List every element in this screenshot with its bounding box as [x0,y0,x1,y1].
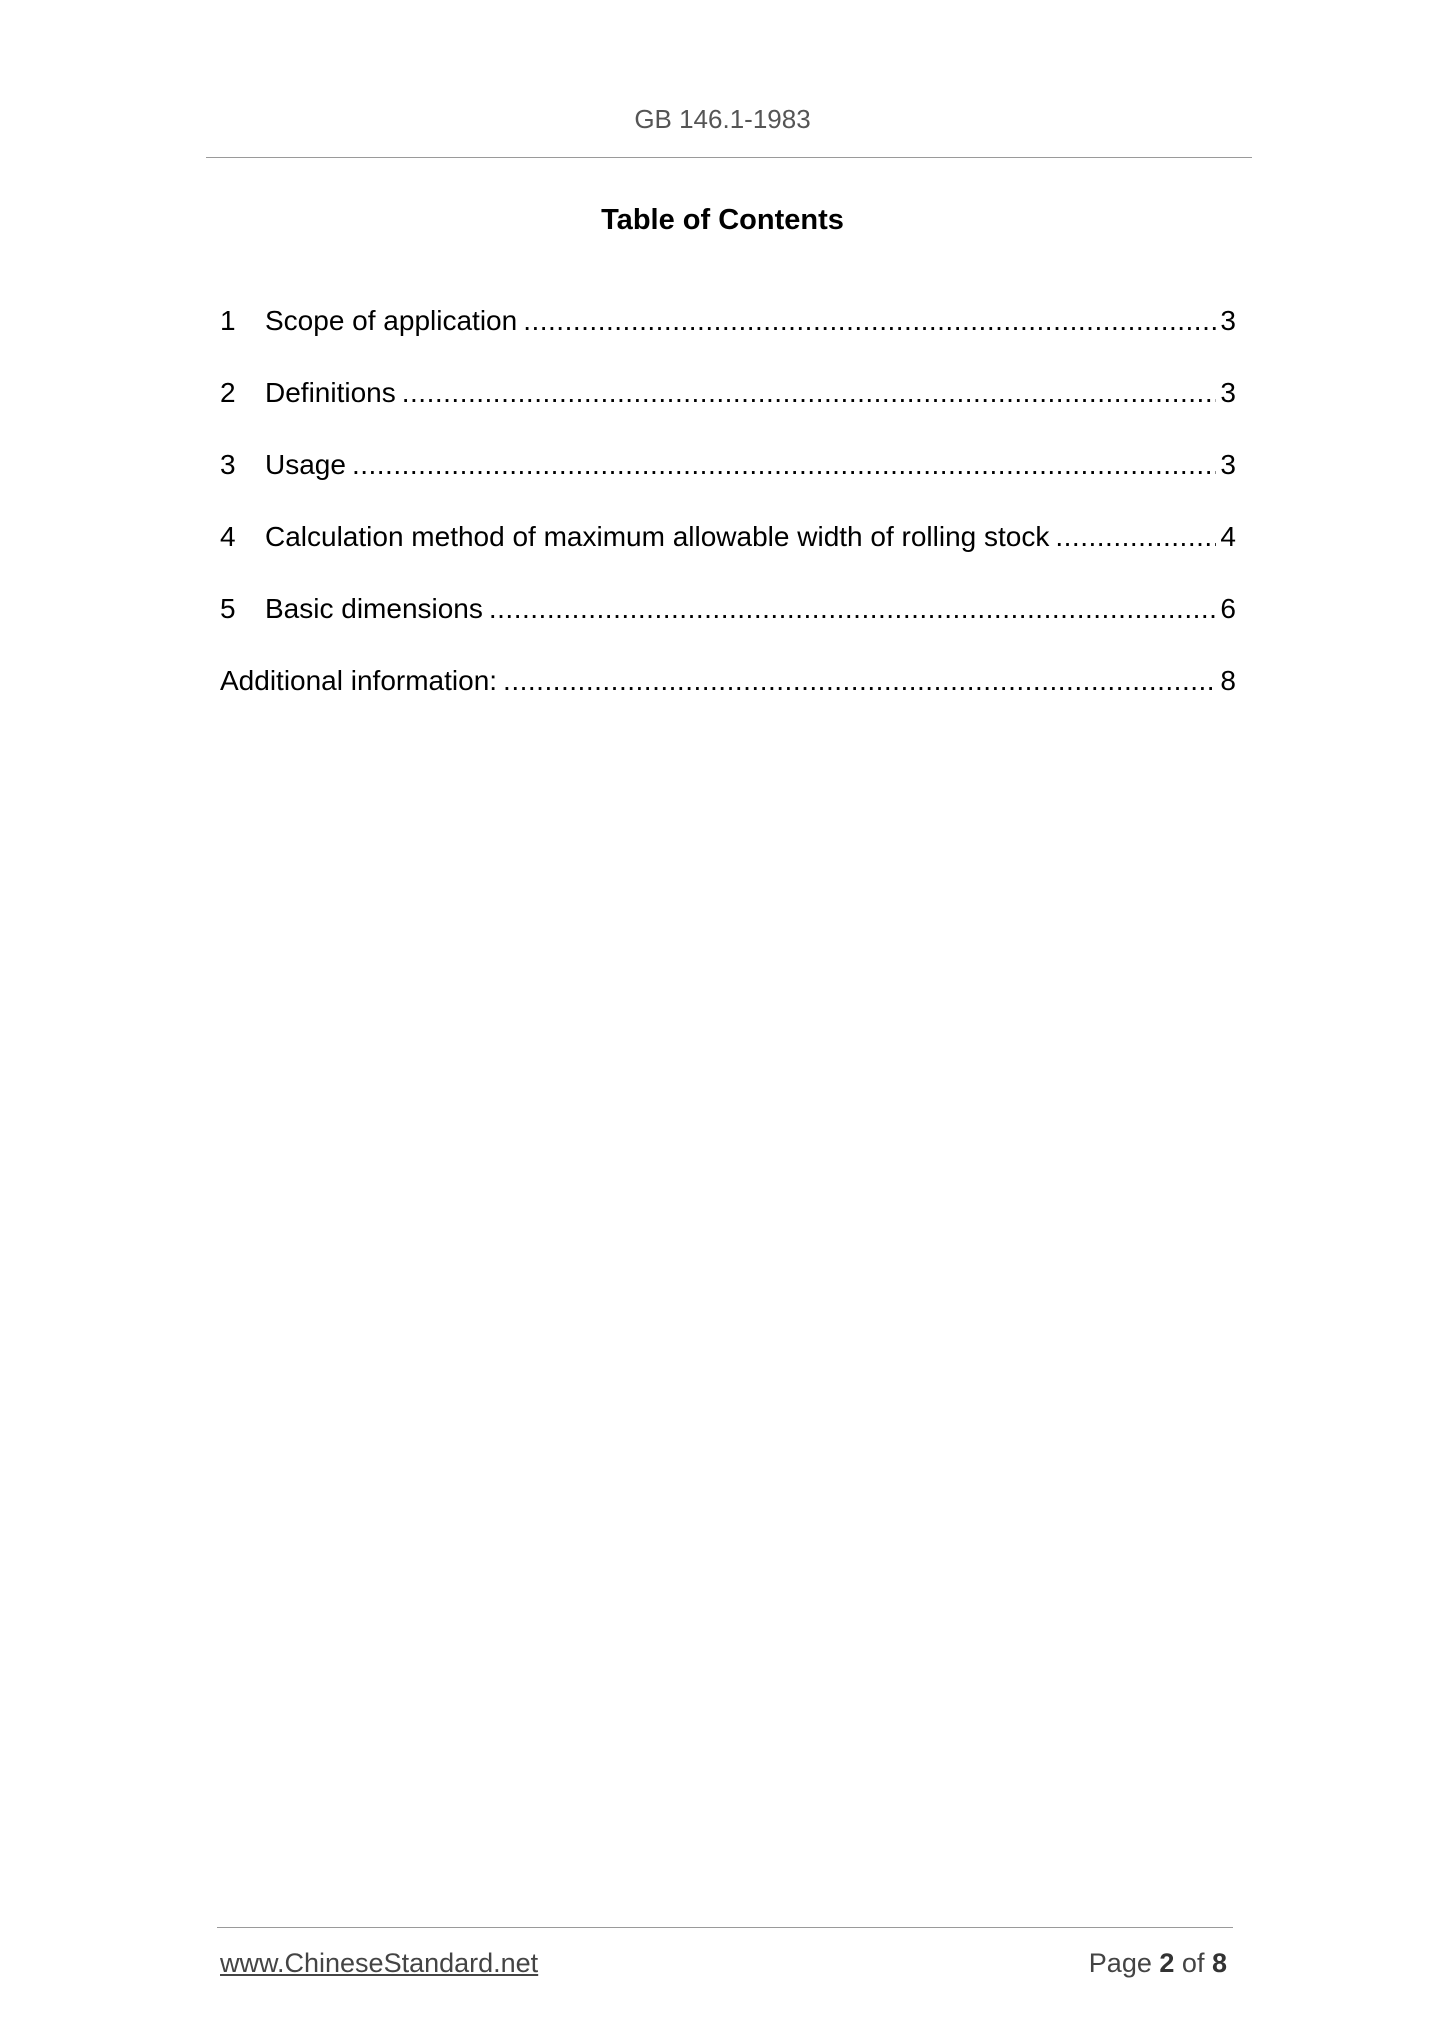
toc-dot-leader [1055,517,1216,557]
toc-entry-label: Scope of application [265,305,518,336]
toc-entry-page: 3 [1220,377,1236,408]
footer-divider [217,1927,1233,1928]
toc-dot-leader [402,373,1217,413]
page-total: 8 [1211,1948,1227,1978]
toc-entry-calculation-method[interactable] [220,517,1236,589]
page-prefix: Page [1088,1948,1152,1978]
toc-entry-scope[interactable] [220,301,1236,373]
toc-entry-page: 8 [1220,665,1236,696]
toc-entry-number: 1 [220,305,236,336]
toc-entry-number: 3 [220,449,236,480]
toc-entry-label: Definitions [265,377,396,408]
toc-entry-usage[interactable] [220,445,1236,517]
toc-entry-page: 3 [1220,305,1236,336]
toc-entry-label: Usage [265,449,346,480]
toc-entry-basic-dimensions[interactable] [220,589,1236,661]
toc-entry-page: 3 [1220,449,1236,480]
page-separator: of [1181,1948,1205,1978]
toc-entry-page: 4 [1220,521,1236,552]
toc-entry-number: 2 [220,377,236,408]
toc-dot-leader [352,445,1216,485]
toc-list [220,301,1236,733]
page-current: 2 [1159,1948,1175,1978]
toc-dot-leader [503,661,1216,701]
page-header-doc-id: GB 146.1-1983 [634,104,811,134]
toc-entry-label: Basic dimensions [265,593,483,624]
toc-entry-number: 4 [220,521,236,552]
toc-dot-leader [489,589,1217,629]
toc-entry-label: Additional information: [220,665,498,696]
toc-entry-number: 5 [220,593,236,624]
toc-entry-additional-information[interactable] [220,661,1236,733]
toc-entry-definitions[interactable] [220,373,1236,445]
toc-entry-label: Calculation method of maximum allowable width of rolling stock [265,521,1050,552]
footer-website-link[interactable]: www.ChineseStandard.net [220,1948,539,1978]
header-divider [206,157,1252,158]
toc-title: Table of Contents [601,204,844,236]
toc-dot-leader [523,301,1216,341]
toc-entry-page: 6 [1220,593,1236,624]
footer-page-number [1089,1948,1227,1979]
